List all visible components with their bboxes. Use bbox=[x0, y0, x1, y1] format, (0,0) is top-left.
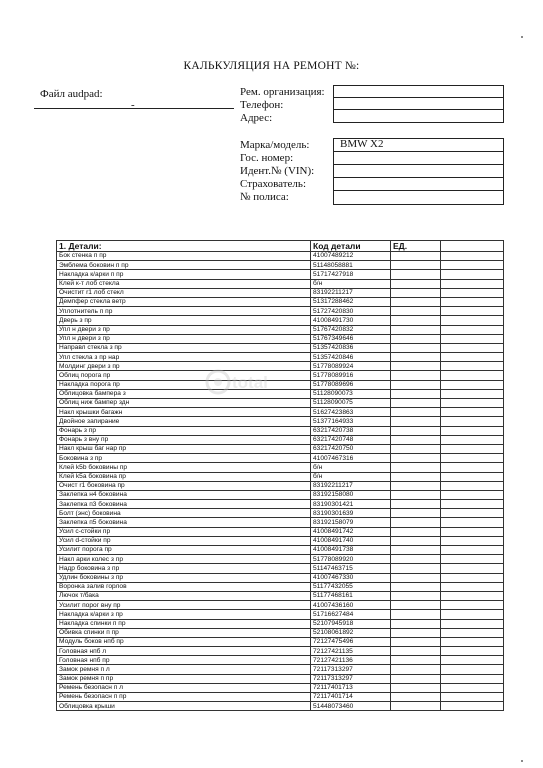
part-code-cell: 51128090075 bbox=[311, 399, 391, 408]
plate-field[interactable] bbox=[334, 152, 503, 165]
part-name-cell: Облиц порога пр bbox=[57, 371, 311, 380]
table-row bbox=[57, 610, 504, 619]
part-extra-cell bbox=[441, 307, 504, 316]
part-extra-cell bbox=[441, 619, 504, 628]
part-unit-cell bbox=[391, 656, 441, 665]
part-code-cell: 72127421135 bbox=[311, 647, 391, 656]
part-code-cell: 51778089696 bbox=[311, 380, 391, 389]
part-unit-cell bbox=[391, 573, 441, 582]
part-extra-cell bbox=[441, 353, 504, 362]
part-name-cell: Упл стекла з пр нар bbox=[57, 353, 311, 362]
part-code-cell: 52107945918 bbox=[311, 619, 391, 628]
part-extra-cell bbox=[441, 637, 504, 646]
part-extra-cell bbox=[441, 362, 504, 371]
part-extra-cell bbox=[441, 683, 504, 692]
part-code-cell: б/н bbox=[311, 279, 391, 288]
address-field[interactable] bbox=[334, 110, 503, 122]
part-name-cell: Удлин боковины з пр bbox=[57, 573, 311, 582]
table-row bbox=[57, 601, 504, 610]
table-row bbox=[57, 647, 504, 656]
table-row bbox=[57, 702, 504, 711]
part-code-cell: 41007489212 bbox=[311, 252, 391, 261]
part-code-cell: 72117313297 bbox=[311, 674, 391, 683]
org-field[interactable] bbox=[334, 86, 503, 98]
part-extra-cell bbox=[441, 601, 504, 610]
org-label: Рем. организация: bbox=[240, 86, 325, 98]
part-code-cell: 63217420748 bbox=[311, 435, 391, 444]
part-name-cell: Надр боковина з пр bbox=[57, 564, 311, 573]
part-unit-cell bbox=[391, 454, 441, 463]
part-extra-cell bbox=[441, 591, 504, 600]
column-header-extra bbox=[441, 241, 504, 252]
part-unit-cell bbox=[391, 444, 441, 453]
part-code-cell: 41008491730 bbox=[311, 316, 391, 325]
column-header-unit: ЕД. bbox=[391, 241, 441, 252]
file-label: Файл audpad: bbox=[40, 88, 103, 100]
part-unit-cell bbox=[391, 518, 441, 527]
insurer-field[interactable] bbox=[334, 178, 503, 191]
part-extra-cell bbox=[441, 527, 504, 536]
watermark-text: total bbox=[232, 373, 268, 392]
part-unit-cell bbox=[391, 546, 441, 555]
part-extra-cell bbox=[441, 399, 504, 408]
table-row bbox=[57, 408, 504, 417]
part-extra-cell bbox=[441, 481, 504, 490]
part-code-cell: 52108061892 bbox=[311, 628, 391, 637]
part-code-cell: 51727420830 bbox=[311, 307, 391, 316]
part-extra-cell bbox=[441, 444, 504, 453]
table-row bbox=[57, 674, 504, 683]
table-row bbox=[57, 261, 504, 270]
part-code-cell: 51147463715 bbox=[311, 564, 391, 573]
part-unit-cell bbox=[391, 307, 441, 316]
part-name-cell: Усил d-стойки пр bbox=[57, 536, 311, 545]
column-header-parts: 1. Детали: bbox=[57, 241, 311, 252]
part-unit-cell bbox=[391, 417, 441, 426]
part-unit-cell bbox=[391, 435, 441, 444]
part-code-cell: 41007467330 bbox=[311, 573, 391, 582]
part-code-cell: 83192158079 bbox=[311, 518, 391, 527]
part-name-cell: Демпфер стекла ветр bbox=[57, 297, 311, 306]
part-name-cell: Накладка спинки п пр bbox=[57, 619, 311, 628]
part-name-cell: Облиц ниж бампер здн bbox=[57, 399, 311, 408]
scan-speck bbox=[521, 36, 523, 38]
part-code-cell: 83192211217 bbox=[311, 288, 391, 297]
part-extra-cell bbox=[441, 288, 504, 297]
org-fields-box bbox=[333, 85, 504, 123]
part-name-cell: Ремень безопасн п л bbox=[57, 683, 311, 692]
part-extra-cell bbox=[441, 628, 504, 637]
part-code-cell: 51317288462 bbox=[311, 297, 391, 306]
part-unit-cell bbox=[391, 683, 441, 692]
part-name-cell: Усилит порога пр bbox=[57, 546, 311, 555]
part-unit-cell bbox=[391, 288, 441, 297]
part-unit-cell bbox=[391, 693, 441, 702]
table-row bbox=[57, 564, 504, 573]
table-row bbox=[57, 637, 504, 646]
part-name-cell: Ремень безопасн п пр bbox=[57, 693, 311, 702]
part-extra-cell bbox=[441, 702, 504, 711]
part-code-cell: 83190301421 bbox=[311, 500, 391, 509]
part-code-cell: 41008491740 bbox=[311, 536, 391, 545]
part-name-cell: Головная нпб л bbox=[57, 647, 311, 656]
part-extra-cell bbox=[441, 647, 504, 656]
table-row bbox=[57, 325, 504, 334]
part-extra-cell bbox=[441, 500, 504, 509]
part-name-cell: Замок ремня п пр bbox=[57, 674, 311, 683]
part-unit-cell bbox=[391, 316, 441, 325]
part-name-cell: Очист r1 боковина пр bbox=[57, 481, 311, 490]
part-extra-cell bbox=[441, 555, 504, 564]
part-name-cell: Упл н двери з пр bbox=[57, 334, 311, 343]
watermark-dot-icon bbox=[214, 378, 222, 386]
part-code-cell: 72117313297 bbox=[311, 665, 391, 674]
part-extra-cell bbox=[441, 389, 504, 398]
table-row bbox=[57, 279, 504, 288]
part-unit-cell bbox=[391, 270, 441, 279]
part-name-cell: Усилит порог вну пр bbox=[57, 601, 311, 610]
part-extra-cell bbox=[441, 380, 504, 389]
part-unit-cell bbox=[391, 481, 441, 490]
part-extra-cell bbox=[441, 518, 504, 527]
table-row bbox=[57, 334, 504, 343]
part-name-cell: Двойное запирание bbox=[57, 417, 311, 426]
model-label: Марка/модель: bbox=[240, 139, 310, 151]
part-name-cell: Заклепка п3 боковина bbox=[57, 500, 311, 509]
part-unit-cell bbox=[391, 610, 441, 619]
part-code-cell: 83192211217 bbox=[311, 481, 391, 490]
part-name-cell: Клей k5a боковина пр bbox=[57, 472, 311, 481]
part-unit-cell bbox=[391, 261, 441, 270]
table-row bbox=[57, 270, 504, 279]
part-code-cell: 83192158080 bbox=[311, 490, 391, 499]
part-name-cell: Молдинг двери з пр bbox=[57, 362, 311, 371]
part-extra-cell bbox=[441, 463, 504, 472]
part-unit-cell bbox=[391, 674, 441, 683]
file-underline bbox=[34, 108, 234, 109]
table-row bbox=[57, 343, 504, 352]
part-unit-cell bbox=[391, 297, 441, 306]
file-dash: - bbox=[131, 99, 135, 111]
part-extra-cell bbox=[441, 417, 504, 426]
part-unit-cell bbox=[391, 527, 441, 536]
part-name-cell: Накл арки колес з пр bbox=[57, 555, 311, 564]
part-code-cell: 51177432055 bbox=[311, 582, 391, 591]
table-row bbox=[57, 307, 504, 316]
table-row bbox=[57, 316, 504, 325]
part-code-cell: 72127421136 bbox=[311, 656, 391, 665]
part-code-cell: 51767420832 bbox=[311, 325, 391, 334]
part-code-cell: 41008491742 bbox=[311, 527, 391, 536]
part-unit-cell bbox=[391, 362, 441, 371]
part-code-cell: 72117401713 bbox=[311, 683, 391, 692]
part-extra-cell bbox=[441, 582, 504, 591]
part-name-cell: Головная нпб пр bbox=[57, 656, 311, 665]
part-unit-cell bbox=[391, 591, 441, 600]
part-name-cell: Заклепка н4 боковина bbox=[57, 490, 311, 499]
policy-field[interactable] bbox=[334, 191, 503, 204]
vin-label: Идент.№ (VIN): bbox=[240, 165, 315, 177]
part-name-cell: Бок стенка п пр bbox=[57, 252, 311, 261]
part-unit-cell bbox=[391, 582, 441, 591]
part-name-cell: Накл крышки багажн bbox=[57, 408, 311, 417]
part-extra-cell bbox=[441, 610, 504, 619]
part-unit-cell bbox=[391, 380, 441, 389]
table-row bbox=[57, 417, 504, 426]
table-row bbox=[57, 628, 504, 637]
part-name-cell: Облицовка бампера з bbox=[57, 389, 311, 398]
part-unit-cell bbox=[391, 536, 441, 545]
part-name-cell: Клей k5b боковины пр bbox=[57, 463, 311, 472]
part-code-cell: 41008491738 bbox=[311, 546, 391, 555]
part-extra-cell bbox=[441, 472, 504, 481]
part-name-cell: Накл крыш баг нар пр bbox=[57, 444, 311, 453]
part-unit-cell bbox=[391, 628, 441, 637]
table-row bbox=[57, 509, 504, 518]
part-unit-cell bbox=[391, 343, 441, 352]
part-code-cell: 72117401714 bbox=[311, 693, 391, 702]
part-name-cell: Фонарь з пр bbox=[57, 426, 311, 435]
part-extra-cell bbox=[441, 297, 504, 306]
parts-table-header bbox=[57, 241, 504, 252]
watermark-logo bbox=[204, 364, 304, 400]
part-extra-cell bbox=[441, 316, 504, 325]
part-code-cell: 63217420738 bbox=[311, 426, 391, 435]
part-extra-cell bbox=[441, 674, 504, 683]
table-row bbox=[57, 619, 504, 628]
part-code-cell: 51778089916 bbox=[311, 371, 391, 380]
part-name-cell: Замок ремня п л bbox=[57, 665, 311, 674]
table-row bbox=[57, 656, 504, 665]
part-unit-cell bbox=[391, 463, 441, 472]
table-row bbox=[57, 536, 504, 545]
part-code-cell: 51128090073 bbox=[311, 389, 391, 398]
part-unit-cell bbox=[391, 665, 441, 674]
part-unit-cell bbox=[391, 500, 441, 509]
part-extra-cell bbox=[441, 490, 504, 499]
part-unit-cell bbox=[391, 509, 441, 518]
part-unit-cell bbox=[391, 647, 441, 656]
part-unit-cell bbox=[391, 408, 441, 417]
table-row bbox=[57, 573, 504, 582]
model-field[interactable]: BMW X2 bbox=[334, 139, 503, 152]
part-name-cell: Накладка к/арки п пр bbox=[57, 270, 311, 279]
table-row bbox=[57, 426, 504, 435]
part-extra-cell bbox=[441, 546, 504, 555]
part-name-cell: Упл н двери з пр bbox=[57, 325, 311, 334]
column-header-code: Код детали bbox=[311, 241, 391, 252]
part-name-cell: Заклепка п5 боковина bbox=[57, 518, 311, 527]
part-unit-cell bbox=[391, 472, 441, 481]
phone-label: Телефон: bbox=[240, 99, 284, 111]
part-name-cell: Лючок т/бака bbox=[57, 591, 311, 600]
phone-field[interactable] bbox=[334, 98, 503, 110]
part-name-cell: Уплотнитель п пр bbox=[57, 307, 311, 316]
insurer-label: Страхователь: bbox=[240, 178, 306, 190]
part-name-cell: Боковина з пр bbox=[57, 454, 311, 463]
part-name-cell: Накладка к/арки з пр bbox=[57, 610, 311, 619]
scan-speck bbox=[521, 760, 523, 762]
part-code-cell: 51357420836 bbox=[311, 343, 391, 352]
part-name-cell: Облицовка крыши bbox=[57, 702, 311, 711]
address-label: Адрес: bbox=[240, 112, 273, 124]
part-name-cell: Обивка спинки п пр bbox=[57, 628, 311, 637]
part-code-cell: 72127475496 bbox=[311, 637, 391, 646]
table-row bbox=[57, 693, 504, 702]
part-unit-cell bbox=[391, 555, 441, 564]
part-name-cell: Фонарь з вну пр bbox=[57, 435, 311, 444]
part-code-cell: 51448073460 bbox=[311, 702, 391, 711]
table-row bbox=[57, 435, 504, 444]
part-name-cell: Усил с-стойки пр bbox=[57, 527, 311, 536]
part-code-cell: 51177468161 bbox=[311, 591, 391, 600]
part-extra-cell bbox=[441, 408, 504, 417]
part-extra-cell bbox=[441, 435, 504, 444]
part-code-cell: 63217420750 bbox=[311, 444, 391, 453]
part-extra-cell bbox=[441, 426, 504, 435]
part-unit-cell bbox=[391, 325, 441, 334]
part-code-cell: 83190301639 bbox=[311, 509, 391, 518]
table-row bbox=[57, 683, 504, 692]
table-row bbox=[57, 288, 504, 297]
part-code-cell: 51717427918 bbox=[311, 270, 391, 279]
part-unit-cell bbox=[391, 389, 441, 398]
part-code-cell: 51627423863 bbox=[311, 408, 391, 417]
part-unit-cell bbox=[391, 490, 441, 499]
part-name-cell: Очистит r1 лоб стекл bbox=[57, 288, 311, 297]
plate-label: Гос. номер: bbox=[240, 152, 294, 164]
part-unit-cell bbox=[391, 252, 441, 261]
part-code-cell: 51778089924 bbox=[311, 362, 391, 371]
part-unit-cell bbox=[391, 371, 441, 380]
page-title: КАЛЬКУЛЯЦИЯ НА РЕМОНТ №: bbox=[183, 60, 360, 72]
part-extra-cell bbox=[441, 279, 504, 288]
part-name-cell: Эмблема боковин п пр bbox=[57, 261, 311, 270]
parts-table bbox=[56, 240, 504, 711]
part-code-cell: 41007467316 bbox=[311, 454, 391, 463]
part-code-cell: б/н bbox=[311, 463, 391, 472]
table-row bbox=[57, 297, 504, 306]
table-row bbox=[57, 555, 504, 564]
part-code-cell: 51148058881 bbox=[311, 261, 391, 270]
part-name-cell: Накладка порога пр bbox=[57, 380, 311, 389]
part-code-cell: 51377164933 bbox=[311, 417, 391, 426]
part-extra-cell bbox=[441, 343, 504, 352]
part-unit-cell bbox=[391, 353, 441, 362]
table-row bbox=[57, 454, 504, 463]
table-row bbox=[57, 518, 504, 527]
part-extra-cell bbox=[441, 371, 504, 380]
part-code-cell: 51778089920 bbox=[311, 555, 391, 564]
part-unit-cell bbox=[391, 279, 441, 288]
table-row bbox=[57, 582, 504, 591]
part-unit-cell bbox=[391, 426, 441, 435]
part-name-cell: Модуль боков нпб пр bbox=[57, 637, 311, 646]
table-row bbox=[57, 591, 504, 600]
part-name-cell: Болт (энс) боковина bbox=[57, 509, 311, 518]
part-unit-cell bbox=[391, 637, 441, 646]
table-row bbox=[57, 472, 504, 481]
part-name-cell: Дверь з пр bbox=[57, 316, 311, 325]
part-code-cell: 51767349646 bbox=[311, 334, 391, 343]
table-row bbox=[57, 527, 504, 536]
part-extra-cell bbox=[441, 325, 504, 334]
table-row bbox=[57, 463, 504, 472]
table-row bbox=[57, 444, 504, 453]
part-extra-cell bbox=[441, 564, 504, 573]
part-name-cell: Клей к-т лоб стекла bbox=[57, 279, 311, 288]
part-extra-cell bbox=[441, 573, 504, 582]
table-row bbox=[57, 353, 504, 362]
part-code-cell: 51357420846 bbox=[311, 353, 391, 362]
part-code-cell: 51716627484 bbox=[311, 610, 391, 619]
table-row bbox=[57, 665, 504, 674]
part-extra-cell bbox=[441, 252, 504, 261]
part-code-cell: б/н bbox=[311, 472, 391, 481]
part-name-cell: Воронка залив горлов bbox=[57, 582, 311, 591]
part-extra-cell bbox=[441, 536, 504, 545]
part-unit-cell bbox=[391, 619, 441, 628]
part-extra-cell bbox=[441, 454, 504, 463]
part-unit-cell bbox=[391, 334, 441, 343]
vin-field[interactable] bbox=[334, 165, 503, 178]
part-extra-cell bbox=[441, 509, 504, 518]
part-unit-cell bbox=[391, 702, 441, 711]
part-extra-cell bbox=[441, 334, 504, 343]
part-name-cell: Направл стекла з пр bbox=[57, 343, 311, 352]
part-extra-cell bbox=[441, 693, 504, 702]
part-extra-cell bbox=[441, 656, 504, 665]
table-row bbox=[57, 546, 504, 555]
table-row bbox=[57, 490, 504, 499]
parts-table-body bbox=[57, 252, 504, 711]
vehicle-fields-box bbox=[333, 138, 504, 205]
part-extra-cell bbox=[441, 270, 504, 279]
part-extra-cell bbox=[441, 261, 504, 270]
table-row bbox=[57, 481, 504, 490]
part-unit-cell bbox=[391, 601, 441, 610]
part-extra-cell bbox=[441, 665, 504, 674]
part-code-cell: 41007436160 bbox=[311, 601, 391, 610]
policy-label: № полиса: bbox=[240, 191, 289, 203]
part-unit-cell bbox=[391, 564, 441, 573]
table-row bbox=[57, 500, 504, 509]
table-row bbox=[57, 252, 504, 261]
part-unit-cell bbox=[391, 399, 441, 408]
